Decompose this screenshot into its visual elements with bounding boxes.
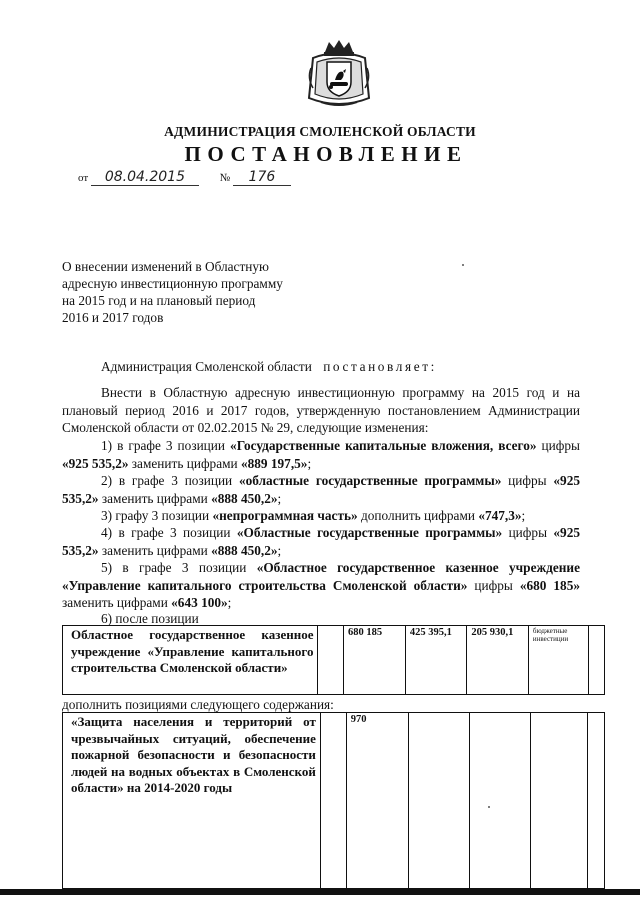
item-text: цифры xyxy=(536,438,580,453)
table-cell xyxy=(409,713,470,889)
scan-speck xyxy=(488,806,490,808)
document-type-title: ПОСТАНОВЛЕНИЕ xyxy=(184,142,468,166)
amendment-item-3 xyxy=(62,507,580,525)
table-cell xyxy=(469,713,530,889)
table-cell xyxy=(588,713,605,889)
item-text: заменить цифрами xyxy=(128,455,241,471)
subject-line: адресную инвестиционную программу xyxy=(62,276,283,291)
table-row xyxy=(63,713,605,889)
decree-prefix: Администрация Смоленской области xyxy=(101,359,312,374)
item-text: 4) в графе 3 позиции xyxy=(101,525,237,540)
item-text: ; xyxy=(521,508,526,523)
table-cell xyxy=(320,713,346,889)
item-text: 1) в графе 3 позиции xyxy=(101,438,231,453)
item-bold: «Областные государственные программы» xyxy=(236,525,503,540)
item-text: заменить цифрами xyxy=(98,542,212,558)
document-subject xyxy=(62,258,362,326)
item-bold: «областные государственные программы» xyxy=(238,473,502,488)
subject-line: О внесении изменений в Областную xyxy=(62,259,269,274)
item-bold: «888 450,2» xyxy=(211,542,278,558)
date-prefix: от xyxy=(78,172,89,184)
scan-speck xyxy=(462,264,464,266)
subject-line: 2016 и 2017 годов xyxy=(62,310,164,325)
table-cell-name: Областное государственное казенное учреждение «Управление капитального строительства Смоленской области» xyxy=(63,626,318,695)
after-table-text: дополнить позициями следующего содержания: xyxy=(62,697,334,712)
item-text: ; xyxy=(307,455,312,471)
decree-line xyxy=(101,358,437,376)
item-bold: «925 535,2» xyxy=(62,455,129,471)
number-value: 176 xyxy=(233,170,291,186)
decree-verb: постановляет: xyxy=(323,359,437,374)
item-bold: «747,3» xyxy=(478,508,522,523)
date-value: 08.04.2015 xyxy=(91,170,199,186)
intro-paragraph: Внести в Областную адресную инвестиционную программу на 2015 год и на плановый период 2016 и 2017 годов, утвержденную постановлением Администрации Смоленской области от 02.02.2015 № 29, следующие изменения: xyxy=(62,385,580,436)
item-text: цифры xyxy=(501,473,554,488)
item-text: цифры xyxy=(467,577,520,593)
page-bottom-edge xyxy=(0,889,640,895)
table-cell-value: 680 185 xyxy=(344,626,406,695)
table-row xyxy=(63,626,605,695)
subject-line: на 2015 год и на плановый период xyxy=(62,293,256,308)
table-cell-value: 425 395,1 xyxy=(405,626,467,695)
position-table-existing xyxy=(62,625,605,695)
table-cell xyxy=(588,626,604,695)
table-cell xyxy=(318,626,344,695)
item-bold: «925 535,2» xyxy=(62,525,580,558)
item-text: 3) графу 3 позиции xyxy=(101,508,213,523)
item-bold: «643 100» xyxy=(171,595,228,611)
date-number-line xyxy=(78,170,291,186)
item-bold: «888 450,2» xyxy=(211,490,278,506)
table-cell-value: 205 930,1 xyxy=(467,626,529,695)
agency-name: АДМИНИСТРАЦИЯ СМОЛЕНСКОЙ ОБЛАСТИ xyxy=(164,124,476,139)
amendment-item-1 xyxy=(62,437,580,472)
item-text: дополнить цифрами xyxy=(357,508,479,523)
table-cell xyxy=(530,713,588,889)
item-bold: «889 197,5» xyxy=(240,455,308,471)
item-text: заменить цифрами xyxy=(62,595,172,611)
item-text: цифры xyxy=(502,525,554,540)
item-text: заменить цифрами xyxy=(98,490,212,506)
item-text: ; xyxy=(227,595,232,611)
amendment-item-5 xyxy=(62,559,580,612)
item-bold: «Областное государственное казенное учреждение «Управление капитального строительства Смоленской области» xyxy=(62,560,580,593)
item-bold: «925 535,2» xyxy=(62,473,580,506)
smolensk-coat-of-arms-icon xyxy=(305,38,373,110)
table-cell-value: 970 xyxy=(346,713,409,889)
number-prefix: № xyxy=(219,172,231,184)
amendment-item-4 xyxy=(62,524,580,559)
position-table-new xyxy=(62,712,605,889)
amendment-item-6: 6) после позиции xyxy=(101,611,199,626)
item-text: ; xyxy=(277,542,282,558)
item-bold: «Государственные капитальные вложения, всего» xyxy=(230,438,537,453)
item-bold: «680 185» xyxy=(519,577,581,593)
item-bold: «непрограммная часть» xyxy=(212,508,358,523)
item-text: 2) в графе 3 позиции xyxy=(101,473,239,488)
amendment-item-2 xyxy=(62,472,580,507)
item-text: 5) в графе 3 позиции xyxy=(101,560,257,575)
table-cell-note: бюджетные инвестиции xyxy=(528,626,588,695)
table-cell-name: «Защита населения и территорий от чрезвычайных ситуаций, обеспечение пожарной безопасности и безопасности людей на водных объектах в Смоленской области» на 2014-2020 годы xyxy=(63,713,321,889)
item-text: ; xyxy=(277,490,282,506)
